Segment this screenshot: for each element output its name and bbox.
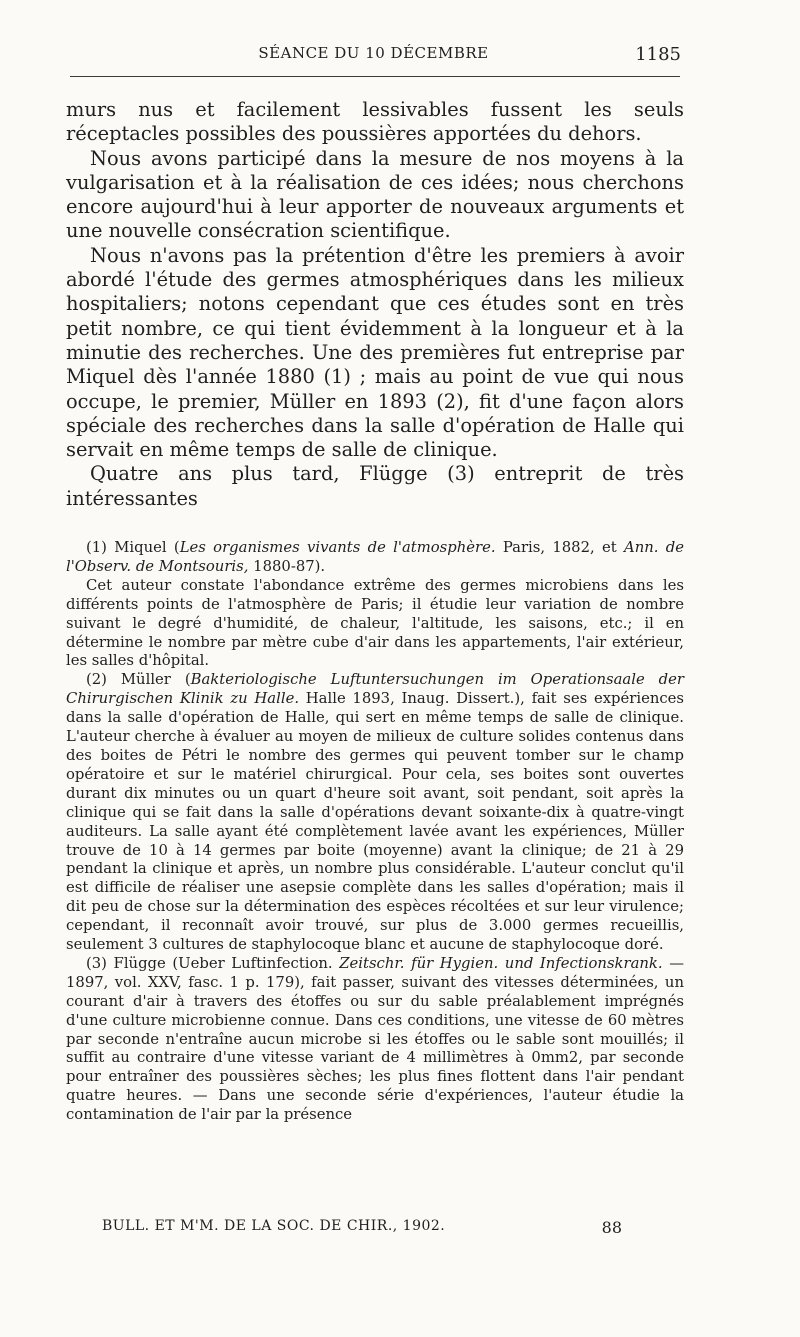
footnote-text: 1880-87). xyxy=(248,557,326,575)
footnote-2 xyxy=(66,671,684,955)
footnote-title: Bakteriologische Luftuntersuchungen im Operationsaale der Chirurgischen Klinik zu Halle. xyxy=(66,671,684,708)
footnote-title: Les organismes vivants de l'atmosphère. xyxy=(179,539,496,556)
footnote-text: Paris, 1882, et xyxy=(495,539,625,556)
footnote-text: (2) Müller ( xyxy=(86,671,191,689)
footnote-3 xyxy=(66,955,684,1125)
body-paragraph: Quatre ans plus tard, Flügge (3) entreprit de très intéressantes xyxy=(66,462,684,510)
footnote-title: Ann. de l'Observ. de Montsouris, xyxy=(66,539,684,575)
footnotes xyxy=(66,539,684,1125)
body-paragraph: murs nus et facilement lessivables fussent les seuls réceptacles possibles des poussières apportées du dehors. xyxy=(66,98,684,146)
page-footer xyxy=(102,1218,622,1240)
footnote-text: (3) Flügge (Ueber Luftinfection. xyxy=(86,954,340,972)
footnote-text: (1) Miquel ( xyxy=(86,539,180,556)
footnote-title: Zeitschr. für Hygien. und Infectionskrank. xyxy=(339,954,663,972)
footnote-1 xyxy=(66,539,684,577)
body-paragraph: Nous n'avons pas la prétention d'être les premiers à avoir abordé l'étude des germes atmosphériques dans les milieux hospitaliers; notons cependant que ces études sont en très petit nombre, ce qui tient évidemment à la longueur et à la minutie des recherches. Une des premières fut entreprise par Miquel dès l'année 1880 (1) ; mais au point de vue qui nous occupe, le premier, Müller en 1893 (2), fit d'une façon alors spéciale des recherches dans la salle d'opération de Halle qui servait en même temps de salle de clinique. xyxy=(66,243,684,462)
header-title: SÉANCE DU 10 DÉCEMBRE xyxy=(258,44,489,62)
running-header xyxy=(66,44,681,72)
header-rule xyxy=(70,76,680,77)
footer-sheet-number: 88 xyxy=(601,1218,622,1237)
body-text xyxy=(66,98,684,511)
body-paragraph: Nous avons participé dans la mesure de nos moyens à la vulgarisation et à la réalisation de ces idées; nous cherchons encore aujourd'hui à leur apporter de nouveaux arguments et une nouvelle consécration scientifique. xyxy=(66,146,684,243)
footnote-text: — 1897, vol. XXV, fasc. 1 p. 179), fait passer, suivant des vitesses déterminées, un courant d'air à travers des étoffes ou sur du sable préalablement imprégnés d'une culture microbienne connue. Dans ces conditions, une vitesse de 60 mètres par seconde n'entraîne aucun microbe si les étoffes ou le sable sont mouillés; il suffit au contraire d'une vitesse variant de 4 millimètres à 0mm2, par seconde pour entraîner des poussières sèches; les plus fines flottent dans l'air pendant quatre heures. — Dans une seconde série d'expériences, l'auteur étudie la contamination de l'air par la présence xyxy=(66,954,684,1124)
page-number: 1185 xyxy=(635,44,681,65)
footer-citation: BULL. ET M'M. DE LA SOC. DE CHIR., 1902. xyxy=(102,1218,446,1234)
footnote-1-text: Cet auteur constate l'abondance extrême des germes microbiens dans les différents points de l'atmosphère de Paris; il étudie leur variation de nombre suivant le degré d'humidité, de chaleur, l'altitude, les saisons, etc.; il en détermine le nombre par mètre cube d'air dans les appartements, l'air extérieur, les salles d'hôpital. xyxy=(66,576,684,670)
footnote-text: Halle 1893, Inaug. Dissert.), fait ses expériences dans la salle d'opération de Halle, qui sert en même temps de salle de clinique. L'auteur cherche à évaluer au moyen de milieux de culture solides contenus dans des boites de Pétri le nombre des germes qui peuvent tomber sur le champ opératoire et sur le matériel chirurgical. Pour cela, ses boites sont ouvertes durant dix minutes ou un quart d'heure soit avant, soit pendant, soit après la clinique qui se fait dans la salle d'opérations devant soixante-dix à quatre-vingt auditeurs. La salle ayant été complètement lavée avant les expériences, Müller trouve de 10 à 14 germes par boite (moyenne) avant la clinique; de 21 à 29 pendant la clinique et après, un nombre plus considérable. L'auteur conclut qu'il est difficile de réaliser une asepsie complète dans les salles d'opération; mais il dit peu de chose sur la détermination des espèces récoltées et sur leur virulence; cependant, il reconnaît avoir trouvé, sur plus de 3.000 germes recueillis, seulement 3 cultures de staphylocoque blanc et aucune de staphylocoque doré. xyxy=(66,690,684,954)
